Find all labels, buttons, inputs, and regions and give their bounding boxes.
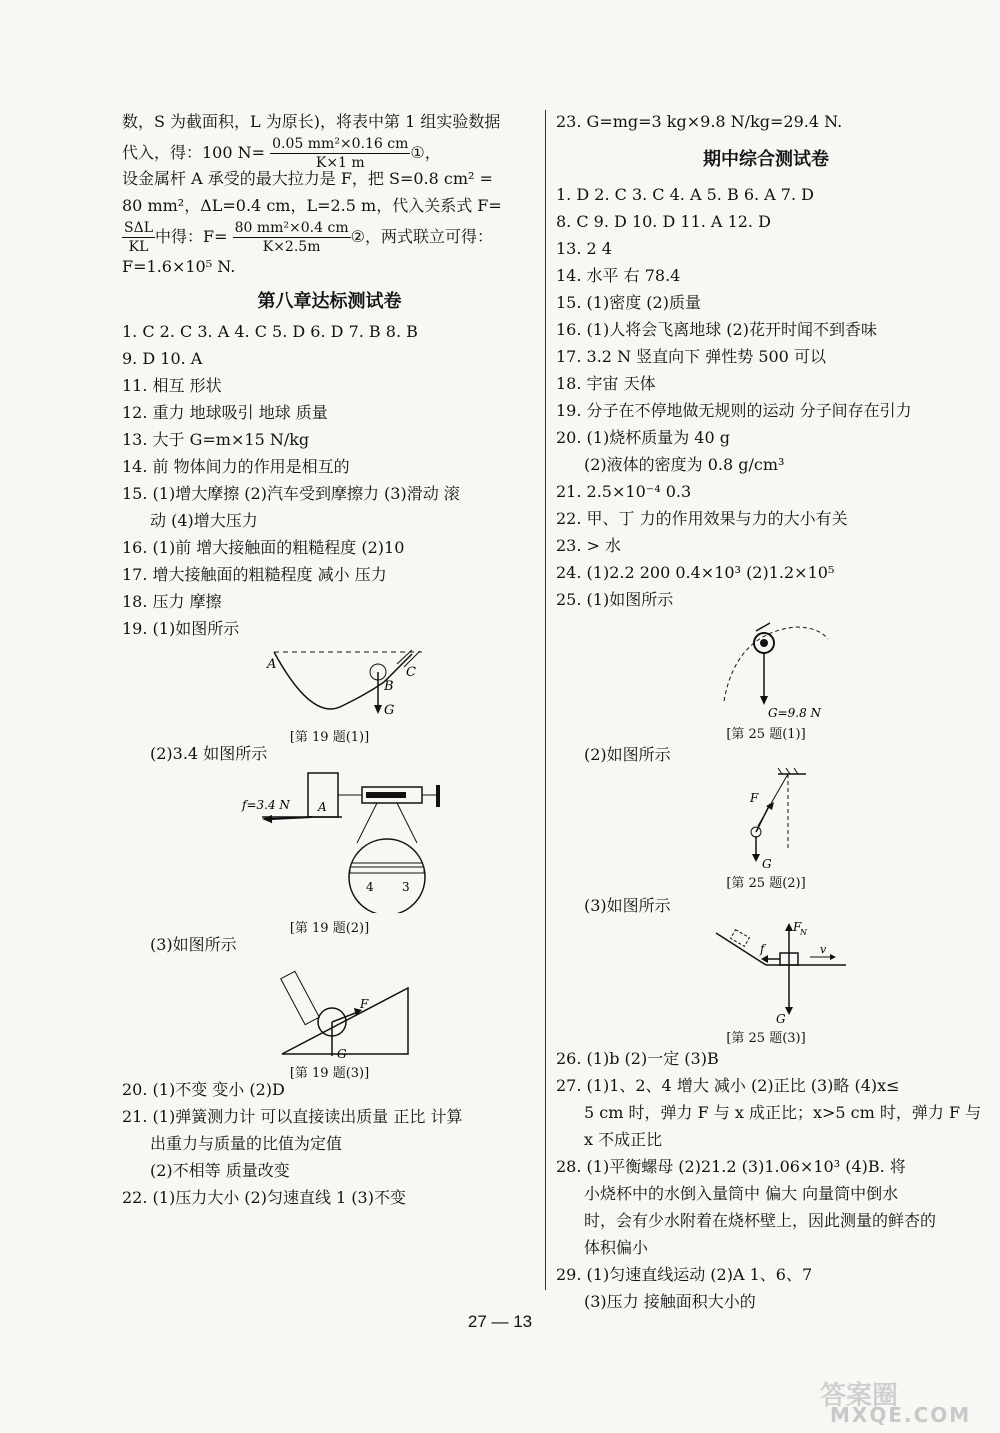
formula-line-2: $\frac{\text{SΔL}}{KL}$ 中得：F= $\frac{\text{80 mm²×0.4 cm}}{K\times 2.5m}$ ②，两式联立可得： <box>124 220 493 255</box>
figure-19-2 <box>122 767 537 936</box>
text-line: 设金属杆 A 承受的最大拉力是 F，把 S=0.8 cm² = <box>122 169 493 188</box>
figure-25-3 <box>556 919 976 1046</box>
figure-25-2 <box>556 768 976 891</box>
page-number: 27 — 13 <box>467 1312 533 1331</box>
answer-line: 16. (1)前 增大接触面的粗糙程度 (2)10 <box>122 538 405 557</box>
watermark-logo: 答案圈 <box>820 1381 899 1411</box>
figure-caption: [第 25 题(3)] <box>726 1031 806 1046</box>
answer-line: 13. 大于 G=m×15 N/kg <box>122 430 310 449</box>
pendulum-diagram <box>556 768 976 868</box>
figure-25-1 <box>556 613 976 742</box>
svg-text:v: v <box>820 943 827 956</box>
section-title: 期中综合测试卷 <box>703 149 829 170</box>
figure-caption: [第 19 题(2)] <box>289 921 370 936</box>
svg-text:4: 4 <box>366 880 374 894</box>
answer-line: 17. 3.2 N 竖直向下 弹性势 500 可以 <box>556 347 826 366</box>
answer-line: 时，会有少水附着在烧杯壁上，因此测量的鲜杏的 <box>584 1211 937 1230</box>
text-line: 数，S 为截面积，L 为原长)，将表中第 1 组实验数据 <box>122 112 501 131</box>
answer-line: 体积偏小 <box>584 1238 649 1257</box>
column-divider <box>545 110 546 1290</box>
answer-line: 5 cm 时，弹力 F 与 x 成正比；x>5 cm 时，弹力 F 与 <box>584 1103 982 1122</box>
svg-text:A: A <box>318 800 327 814</box>
answer-line: 19. (1)如图所示 <box>122 619 240 638</box>
figure-caption: [第 19 题(3)] <box>289 1066 370 1081</box>
answer-line: 11. 相互 形状 <box>122 376 222 395</box>
svg-text:B: B <box>384 679 394 694</box>
svg-text:f: f <box>760 942 765 956</box>
answer-line: 22. (1)压力大小 (2)匀速直线 1 (3)不变 <box>122 1188 406 1207</box>
figure-19-1 <box>122 642 537 745</box>
figure-19-3 <box>122 958 537 1081</box>
left-column <box>122 108 537 1211</box>
text-line: 80 mm²，ΔL=0.4 cm，L=2.5 m，代入关系式 F= <box>122 196 502 215</box>
answer-line: 21. 2.5×10⁻⁴ 0.3 <box>556 482 692 501</box>
answer-line: 22. 甲、丁 力的作用效果与力的大小有关 <box>556 509 848 528</box>
svg-text:F: F <box>793 920 802 934</box>
answer-line: 28. (1)平衡螺母 (2)21.2 (3)1.06×10³ (4)B. 将 <box>556 1157 906 1176</box>
answer-line: (2)不相等 质量改变 <box>150 1161 290 1180</box>
section-title: 第八章达标测试卷 <box>257 291 402 312</box>
svg-text:F: F <box>360 997 369 1011</box>
answer-line: (3)如图所示 <box>150 935 237 954</box>
answer-line: (3)压力 接触面积大小的 <box>584 1292 756 1311</box>
answer-line: 21. (1)弹簧测力计 可以直接读出质量 正比 计算 <box>122 1107 463 1126</box>
answer-line: 9. D 10. A <box>122 349 203 368</box>
formula-line-1: 代入，得：100 N= $\frac{\text{0.05 mm²×0.16 cm}}{K\times 1 m}$ ①， <box>122 136 441 171</box>
answer-line: 16. (1)人将会飞离地球 (2)花开时闻不到香味 <box>556 320 877 339</box>
answer-line: 动 (4)增大压力 <box>150 511 258 530</box>
svg-text:N: N <box>800 928 807 937</box>
answer-line: 1. D 2. C 3. C 4. A 5. B 6. A 7. D <box>556 185 814 204</box>
answer-line: 20. (1)不变 变小 (2)D <box>122 1080 285 1099</box>
figure-caption: [第 19 题(1)] <box>289 730 370 745</box>
answer-line: 13. 2 4 <box>556 239 612 258</box>
answer-line: 17. 增大接触面的粗糙程度 减小 压力 <box>122 565 387 584</box>
answer-line: 出重力与质量的比值为定值 <box>150 1134 343 1153</box>
svg-text:A: A <box>267 657 277 672</box>
answer-line: 26. (1)b (2)一定 (3)B <box>556 1049 719 1068</box>
parabola-track-diagram <box>122 642 537 722</box>
spring-scale-diagram <box>122 767 537 913</box>
answer-line: 15. (1)增大摩擦 (2)汽车受到摩擦力 (3)滑动 滚 <box>122 484 460 503</box>
svg-text:G: G <box>762 857 772 868</box>
svg-text:f=3.4 N: f=3.4 N <box>242 798 290 812</box>
answer-line: 29. (1)匀速直线运动 (2)A 1、6、7 <box>556 1265 813 1284</box>
svg-text:G: G <box>337 1047 347 1058</box>
answer-line: 25. (1)如图所示 <box>556 590 674 609</box>
answer-line: 24. (1)2.2 200 0.4×10³ (2)1.2×10⁵ <box>556 563 835 582</box>
fraction: $\frac{\text{80 mm²×0.4 cm}}{K\times 2.5m}$ <box>234 220 349 255</box>
svg-text:F: F <box>750 791 759 805</box>
answer-line: 23. G=mg=3 kg×9.8 N/kg=29.4 N. <box>556 112 843 131</box>
answer-line: 15. (1)密度 (2)质量 <box>556 293 701 312</box>
answer-line: 27. (1)1、2、4 增大 减小 (2)正比 (3)略 (4)x≤ <box>556 1076 900 1095</box>
answer-line: (3)如图所示 <box>584 896 671 915</box>
answer-line: x 不成正比 <box>584 1130 663 1149</box>
watermark-url: MXQE.COM <box>830 1403 972 1427</box>
answer-line: (2)3.4 如图所示 <box>150 744 268 763</box>
incline-diagram <box>122 958 537 1058</box>
answer-line: 14. 水平 右 78.4 <box>556 266 681 285</box>
svg-text:G: G <box>384 703 395 718</box>
answer-line: 20. (1)烧杯质量为 40 g <box>556 428 730 447</box>
figure-caption: [第 25 题(2)] <box>726 876 806 891</box>
answer-line: (2)如图所示 <box>584 745 671 764</box>
answer-line: 18. 宇宙 天体 <box>556 374 656 393</box>
svg-text:G=9.8 N: G=9.8 N <box>768 706 822 719</box>
answer-line: 8. C 9. D 10. D 11. A 12. D <box>556 212 771 231</box>
svg-text:C: C <box>406 665 416 680</box>
answer-line: 12. 重力 地球吸引 地球 质量 <box>122 403 328 422</box>
svg-text:3: 3 <box>402 880 410 894</box>
right-column <box>556 108 982 1315</box>
orbit-diagram <box>556 613 976 719</box>
answer-line: 1. C 2. C 3. A 4. C 5. D 6. D 7. B 8. B <box>122 322 418 341</box>
text-line: F=1.6×10⁵ N. <box>122 257 236 276</box>
answer-line: 14. 前 物体间力的作用是相互的 <box>122 457 350 476</box>
fraction: $\frac{\text{0.05 mm²×0.16 cm}}{K\times 1 m}$ <box>272 136 409 171</box>
answer-line: 23. > 水 <box>556 536 622 555</box>
svg-text:G: G <box>776 1012 786 1023</box>
figure-caption: [第 25 题(1)] <box>726 727 806 742</box>
answer-line: 小烧杯中的水倒入量筒中 偏大 向量筒中倒水 <box>584 1184 899 1203</box>
answer-line: 19. 分子在不停地做无规则的运动 分子间存在引力 <box>556 401 912 420</box>
slide-block-diagram <box>556 919 976 1023</box>
answer-line: 18. 压力 摩擦 <box>122 592 222 611</box>
fraction: $\frac{\text{SΔL}}{KL}$ <box>124 220 153 255</box>
answer-line: (2)液体的密度为 0.8 g/cm³ <box>584 455 785 474</box>
